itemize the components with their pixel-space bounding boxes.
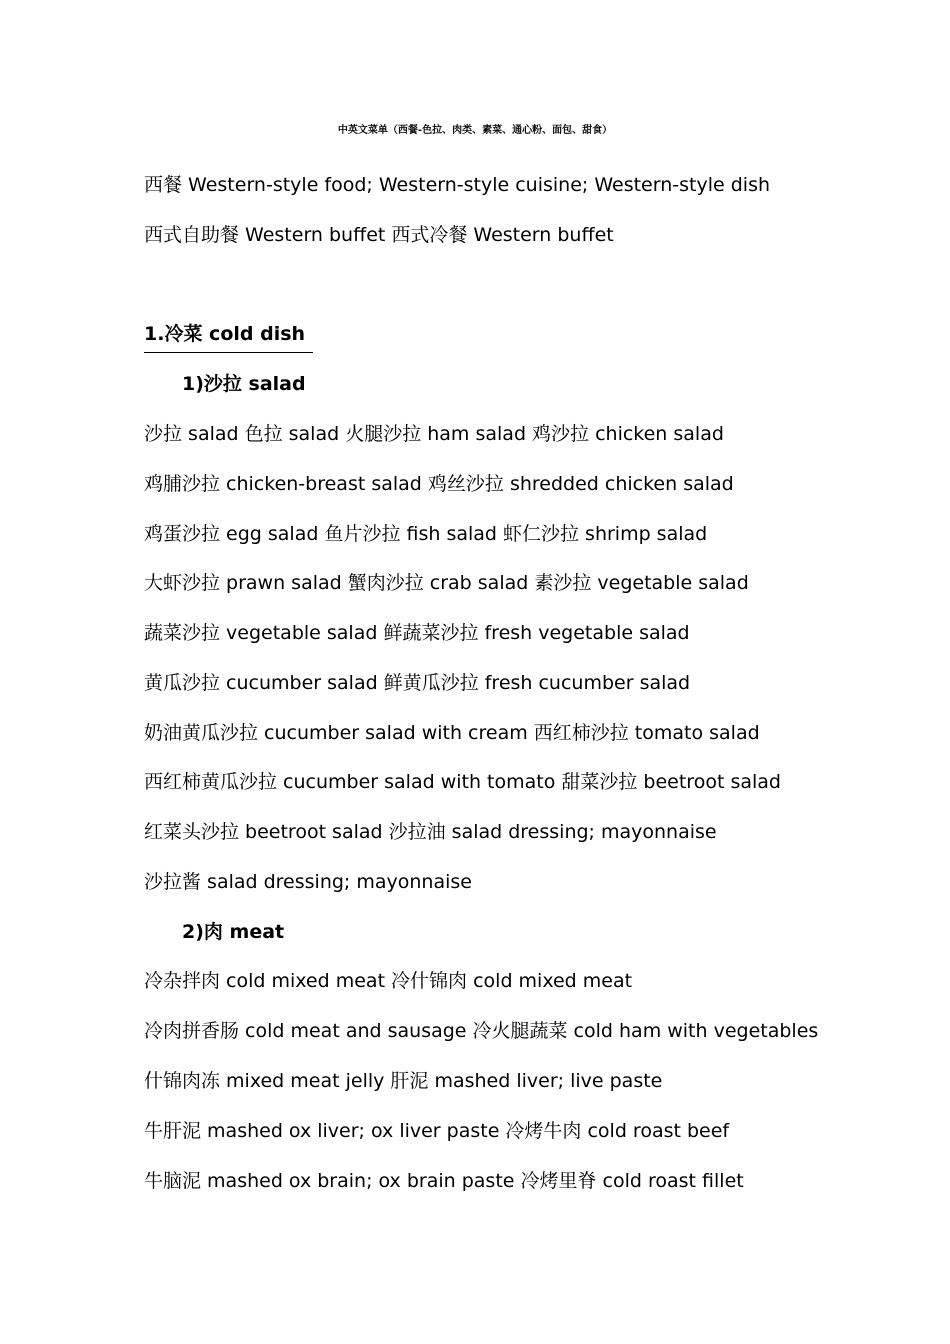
menu-line: 牛脑泥 mashed ox brain; ox brain paste 冷烤里脊 cold roast fillet (144, 1170, 744, 1192)
menu-line: 什锦肉冻 mixed meat jelly 肝泥 mashed liver; live paste (144, 1070, 663, 1092)
menu-line: 沙拉酱 salad dressing; mayonnaise (144, 871, 472, 893)
menu-line: 蔬菜沙拉 vegetable salad 鲜蔬菜沙拉 fresh vegetable salad (144, 622, 690, 644)
menu-line: 鸡脯沙拉 chicken-breast salad 鸡丝沙拉 shredded chicken salad (144, 473, 734, 495)
menu-line: 鸡蛋沙拉 egg salad 鱼片沙拉 fish salad 虾仁沙拉 shrimp salad (144, 523, 708, 545)
menu-line: 大虾沙拉 prawn salad 蟹肉沙拉 crab salad 素沙拉 vegetable salad (144, 572, 749, 594)
subsection-heading-meat: 2)肉 meat (182, 921, 285, 943)
section-heading-cold-dish: 1.冷菜 cold dish (144, 320, 313, 353)
subsection-heading-salad: 1)沙拉 salad (182, 373, 306, 395)
menu-line: 红菜头沙拉 beetroot salad 沙拉油 salad dressing; mayonnaise (144, 821, 717, 843)
menu-line: 黄瓜沙拉 cucumber salad 鲜黄瓜沙拉 fresh cucumber salad (144, 672, 691, 694)
intro-line: 西式自助餐 Western buffet 西式冷餐 Western buffet (144, 224, 614, 246)
menu-line: 西红柿黄瓜沙拉 cucumber salad with tomato 甜菜沙拉 beetroot salad (144, 771, 781, 793)
menu-line: 奶油黄瓜沙拉 cucumber salad with cream 西红柿沙拉 tomato salad (144, 722, 760, 744)
menu-line: 冷肉拼香肠 cold meat and sausage 冷火腿蔬菜 cold ham with vegetables (144, 1020, 819, 1042)
menu-line: 牛肝泥 mashed ox liver; ox liver paste 冷烤牛肉 cold roast beef (144, 1120, 730, 1142)
menu-line: 沙拉 salad 色拉 salad 火腿沙拉 ham salad 鸡沙拉 chicken salad (144, 423, 724, 445)
page-title: 中英文菜单（西餐-色拉、肉类、素菜、通心粉、面包、甜食） (337, 125, 613, 136)
menu-line: 冷杂拌肉 cold mixed meat 冷什锦肉 cold mixed meat (144, 970, 633, 992)
intro-line: 西餐 Western-style food; Western-style cuisine; Western-style dish (144, 174, 771, 196)
